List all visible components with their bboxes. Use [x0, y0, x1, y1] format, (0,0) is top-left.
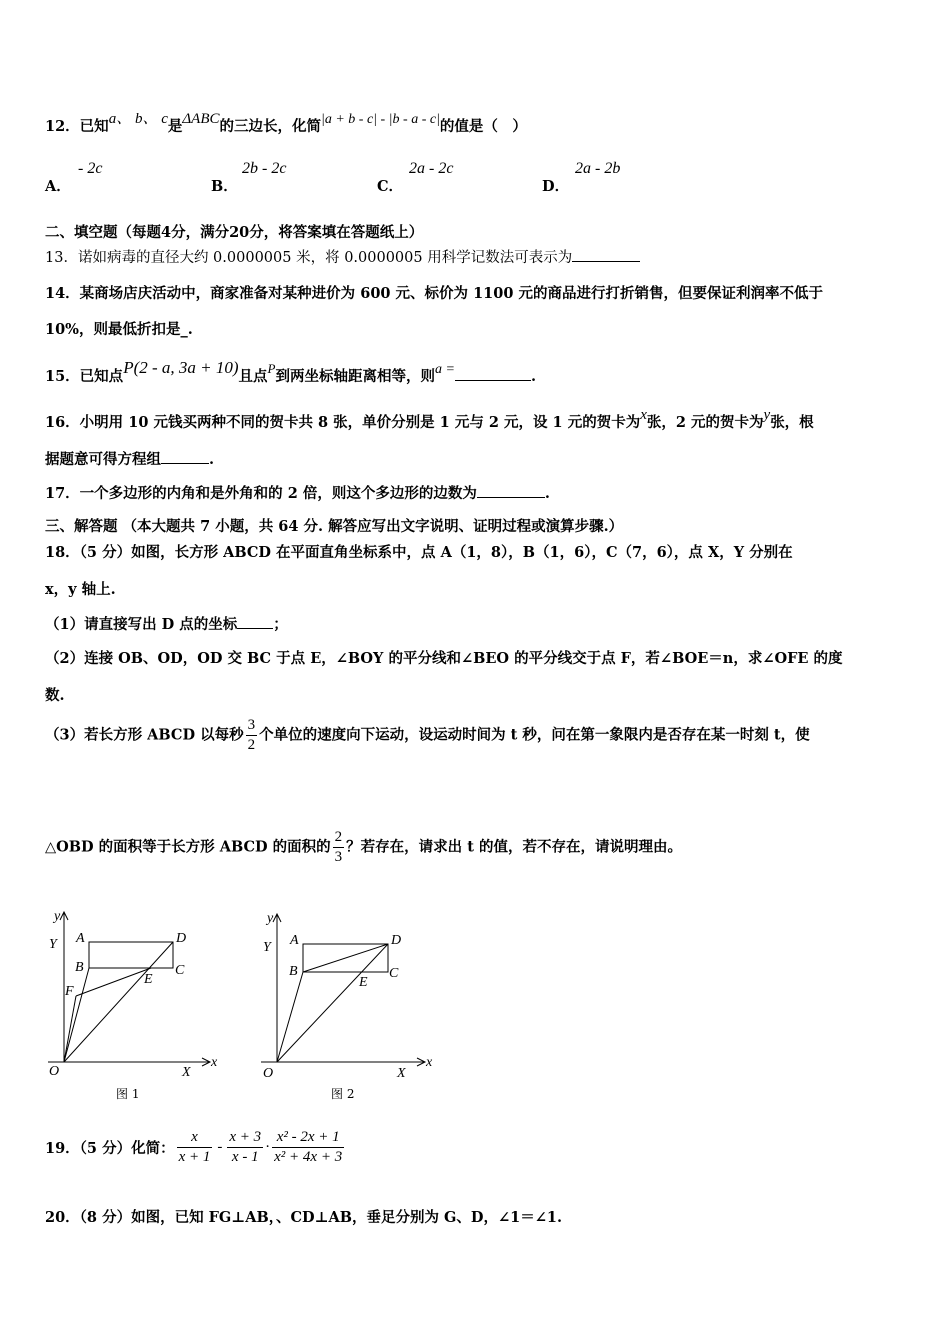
q15-and: 且点: [238, 368, 268, 385]
q12-option-a-expr: - 2c: [78, 160, 103, 177]
fig2-label-y: y: [267, 911, 274, 926]
q18-p1-text: （1）请直接写出 D 点的坐标: [45, 616, 238, 633]
q19-fraction-1: $\frac{x}{x + 1}$: [178, 1128, 211, 1165]
q16-mid: 张，2 元的贺卡为: [646, 414, 764, 431]
fig1-label-X: X: [182, 1065, 191, 1080]
q18-p3c-tail: ？若存在，请求出 t 的值，若不存在，请说明理由。: [346, 838, 682, 856]
fig1-fe: [76, 968, 151, 996]
q17-end: .: [544, 485, 550, 502]
q16-lead: 16．小明用 10 元钱买两种不同的贺卡共 8 张，单价分别是 1 元与 2 元，设 1 元的贺卡为: [45, 414, 641, 431]
q17-text: 17．一个多边形的内角和是外角和的 2 倍，则这个多边形的边数为: [45, 485, 477, 502]
q12-is: 是: [167, 118, 183, 135]
question-15: [45, 358, 536, 386]
q12-tail: 的值是（ ）: [439, 118, 527, 135]
q16-answer-blank[interactable]: [161, 451, 209, 464]
fig1-caption: 图 1: [116, 1087, 140, 1101]
q12-option-a-label: A．: [45, 178, 71, 195]
q12-triangle: ΔABC: [182, 111, 220, 127]
fig1-label-x: x: [211, 1055, 218, 1070]
q15-mid: 到两坐标轴距离相等，则: [275, 368, 435, 385]
q18-p3c-lead: △OBD 的面积等于长方形 ABCD 的面积的: [45, 838, 331, 856]
question-16-line-2: [45, 448, 214, 469]
question-17: [45, 482, 550, 503]
figure-2: [255, 900, 445, 1105]
q12-option-d-label: D．: [542, 178, 570, 195]
question-18-part-2-line-2: 数.: [45, 687, 65, 704]
q18-p3c-fraction: $\frac{2}{3}$: [334, 829, 343, 865]
q19-fraction-2: $\frac{x + 3}{x - 1}$: [229, 1128, 262, 1165]
fig1-label-D: D: [176, 931, 187, 946]
q18-p1-end: ；: [273, 616, 288, 633]
fig2-label-A: A: [290, 933, 299, 948]
fig1-rectangle: [89, 942, 173, 968]
q16-end: .: [209, 451, 215, 468]
q18-p3-lead: （3）若长方形 ABCD 以每秒: [45, 726, 244, 744]
q19-dot: ·: [265, 1138, 271, 1155]
q12-option-b-expr: 2b - 2c: [242, 160, 287, 177]
q15-answer-blank[interactable]: [455, 368, 531, 381]
q12-option-d-expr: 2a - 2b: [575, 160, 621, 177]
q12-middle: 的三边长，化简: [219, 118, 321, 135]
fig2-caption: 图 2: [331, 1087, 355, 1101]
question-13: [45, 246, 640, 267]
question-12: [45, 111, 527, 136]
fig1-label-E: E: [144, 972, 153, 987]
q12-number: 12．已知: [45, 118, 109, 135]
fig2-label-D: D: [391, 933, 402, 948]
q18-p3-tail: 个单位的速度向下运动，设运动时间为 t 秒，问在第一象限内是否存在某一时刻 t，使: [259, 726, 810, 744]
q15-point: P(2 - a, 3a + 10): [123, 358, 239, 377]
q12-variables: a、 b、 c: [108, 111, 168, 127]
q13-answer-blank[interactable]: [572, 249, 640, 262]
q18-p1-answer-blank[interactable]: [237, 616, 273, 629]
question-16-line-1: [45, 407, 814, 432]
fig1-label-Y: Y: [49, 937, 57, 952]
fig2-label-X: X: [397, 1066, 406, 1081]
q18-p3-fraction: $\frac{3}{2}$: [247, 717, 256, 753]
q15-var: a =: [434, 362, 455, 377]
question-18-line-1: 18．（5 分）如图，长方形 ABCD 在平面直角坐标系中，点 A（1，8），B（1，6），C（7，6），点 X，Y 分别在: [45, 544, 793, 561]
figure-1: [40, 900, 230, 1105]
q13-text: 13．诺如病毒的直径大约 0.0000005 米，将 0.0000005 用科学记数法可表示为: [45, 250, 573, 266]
q17-answer-blank[interactable]: [477, 485, 545, 498]
q19-label: 19．（5 分）化简：: [45, 1139, 175, 1157]
question-18-part-1: [45, 613, 288, 634]
q15-end: .: [530, 368, 536, 385]
q16-tail: 张，根: [770, 414, 814, 431]
fig1-label-F: F: [65, 984, 74, 999]
q15-p: P: [267, 361, 276, 376]
q16-line2: 据题意可得方程组: [45, 451, 161, 468]
section-3-heading: 三、解答题 （本大题共 7 小题，共 64 分. 解答应写出文字说明、证明过程或演算步骤.）: [45, 518, 624, 535]
fig1-label-C: C: [175, 963, 185, 978]
q19-minus: -: [217, 1138, 223, 1155]
q19-fraction-3: $\frac{\text{x² - 2x + 1}}{\text{x² + 4x + 3}}$: [274, 1128, 343, 1165]
fig1-label-y: y: [54, 909, 61, 924]
fig2-label-O: O: [263, 1066, 274, 1081]
section-2-heading: 二、填空题（每题4分，满分20分，将答案填在答题纸上）: [45, 224, 424, 241]
question-14-line-2: 10%，则最低折扣是_.: [45, 321, 193, 338]
fig2-label-Y: Y: [263, 940, 271, 955]
fig1-of: [64, 996, 76, 1062]
question-18-part-2-line-1: （2）连接 OB、OD，OD 交 BC 于点 E，∠BOY 的平分线和∠BEO 的平分线交于点 F，若∠BOE＝n，求∠OFE 的度: [45, 650, 843, 667]
q12-expression: |a + b - c| - |b - a - c|: [321, 112, 440, 127]
question-18-part-3-line-1: [45, 717, 810, 754]
fig2-label-C: C: [389, 966, 399, 981]
fig2-label-E: E: [359, 975, 368, 990]
question-19: [45, 1125, 346, 1169]
question-20: 20．（8 分）如图，已知 FG⊥AB，、CD⊥AB，垂足分别为 G、D，∠1＝∠1.: [45, 1209, 563, 1226]
fig1-label-O: O: [49, 1064, 60, 1079]
question-14-line-1: 14．某商场店庆活动中，商家准备对某种进价为 600 元、标价为 1100 元的商品进行打折销售，但要保证利润率不低于: [45, 285, 823, 302]
q12-option-b-label: B．: [211, 178, 238, 195]
q16-x: x: [640, 407, 647, 423]
fig1-label-A: A: [76, 931, 85, 946]
q16-y: y: [763, 407, 771, 423]
fig2-label-x: x: [426, 1055, 433, 1070]
fig2-label-B: B: [289, 964, 298, 979]
question-18-line-2: x，y 轴上.: [45, 581, 116, 598]
q12-option-c-expr: 2a - 2c: [409, 160, 454, 177]
fig1-label-B: B: [75, 960, 84, 975]
q12-option-c-label: C．: [377, 178, 404, 195]
q15-lead: 15．已知点: [45, 368, 124, 385]
question-18-part-3-line-2: [45, 829, 682, 866]
